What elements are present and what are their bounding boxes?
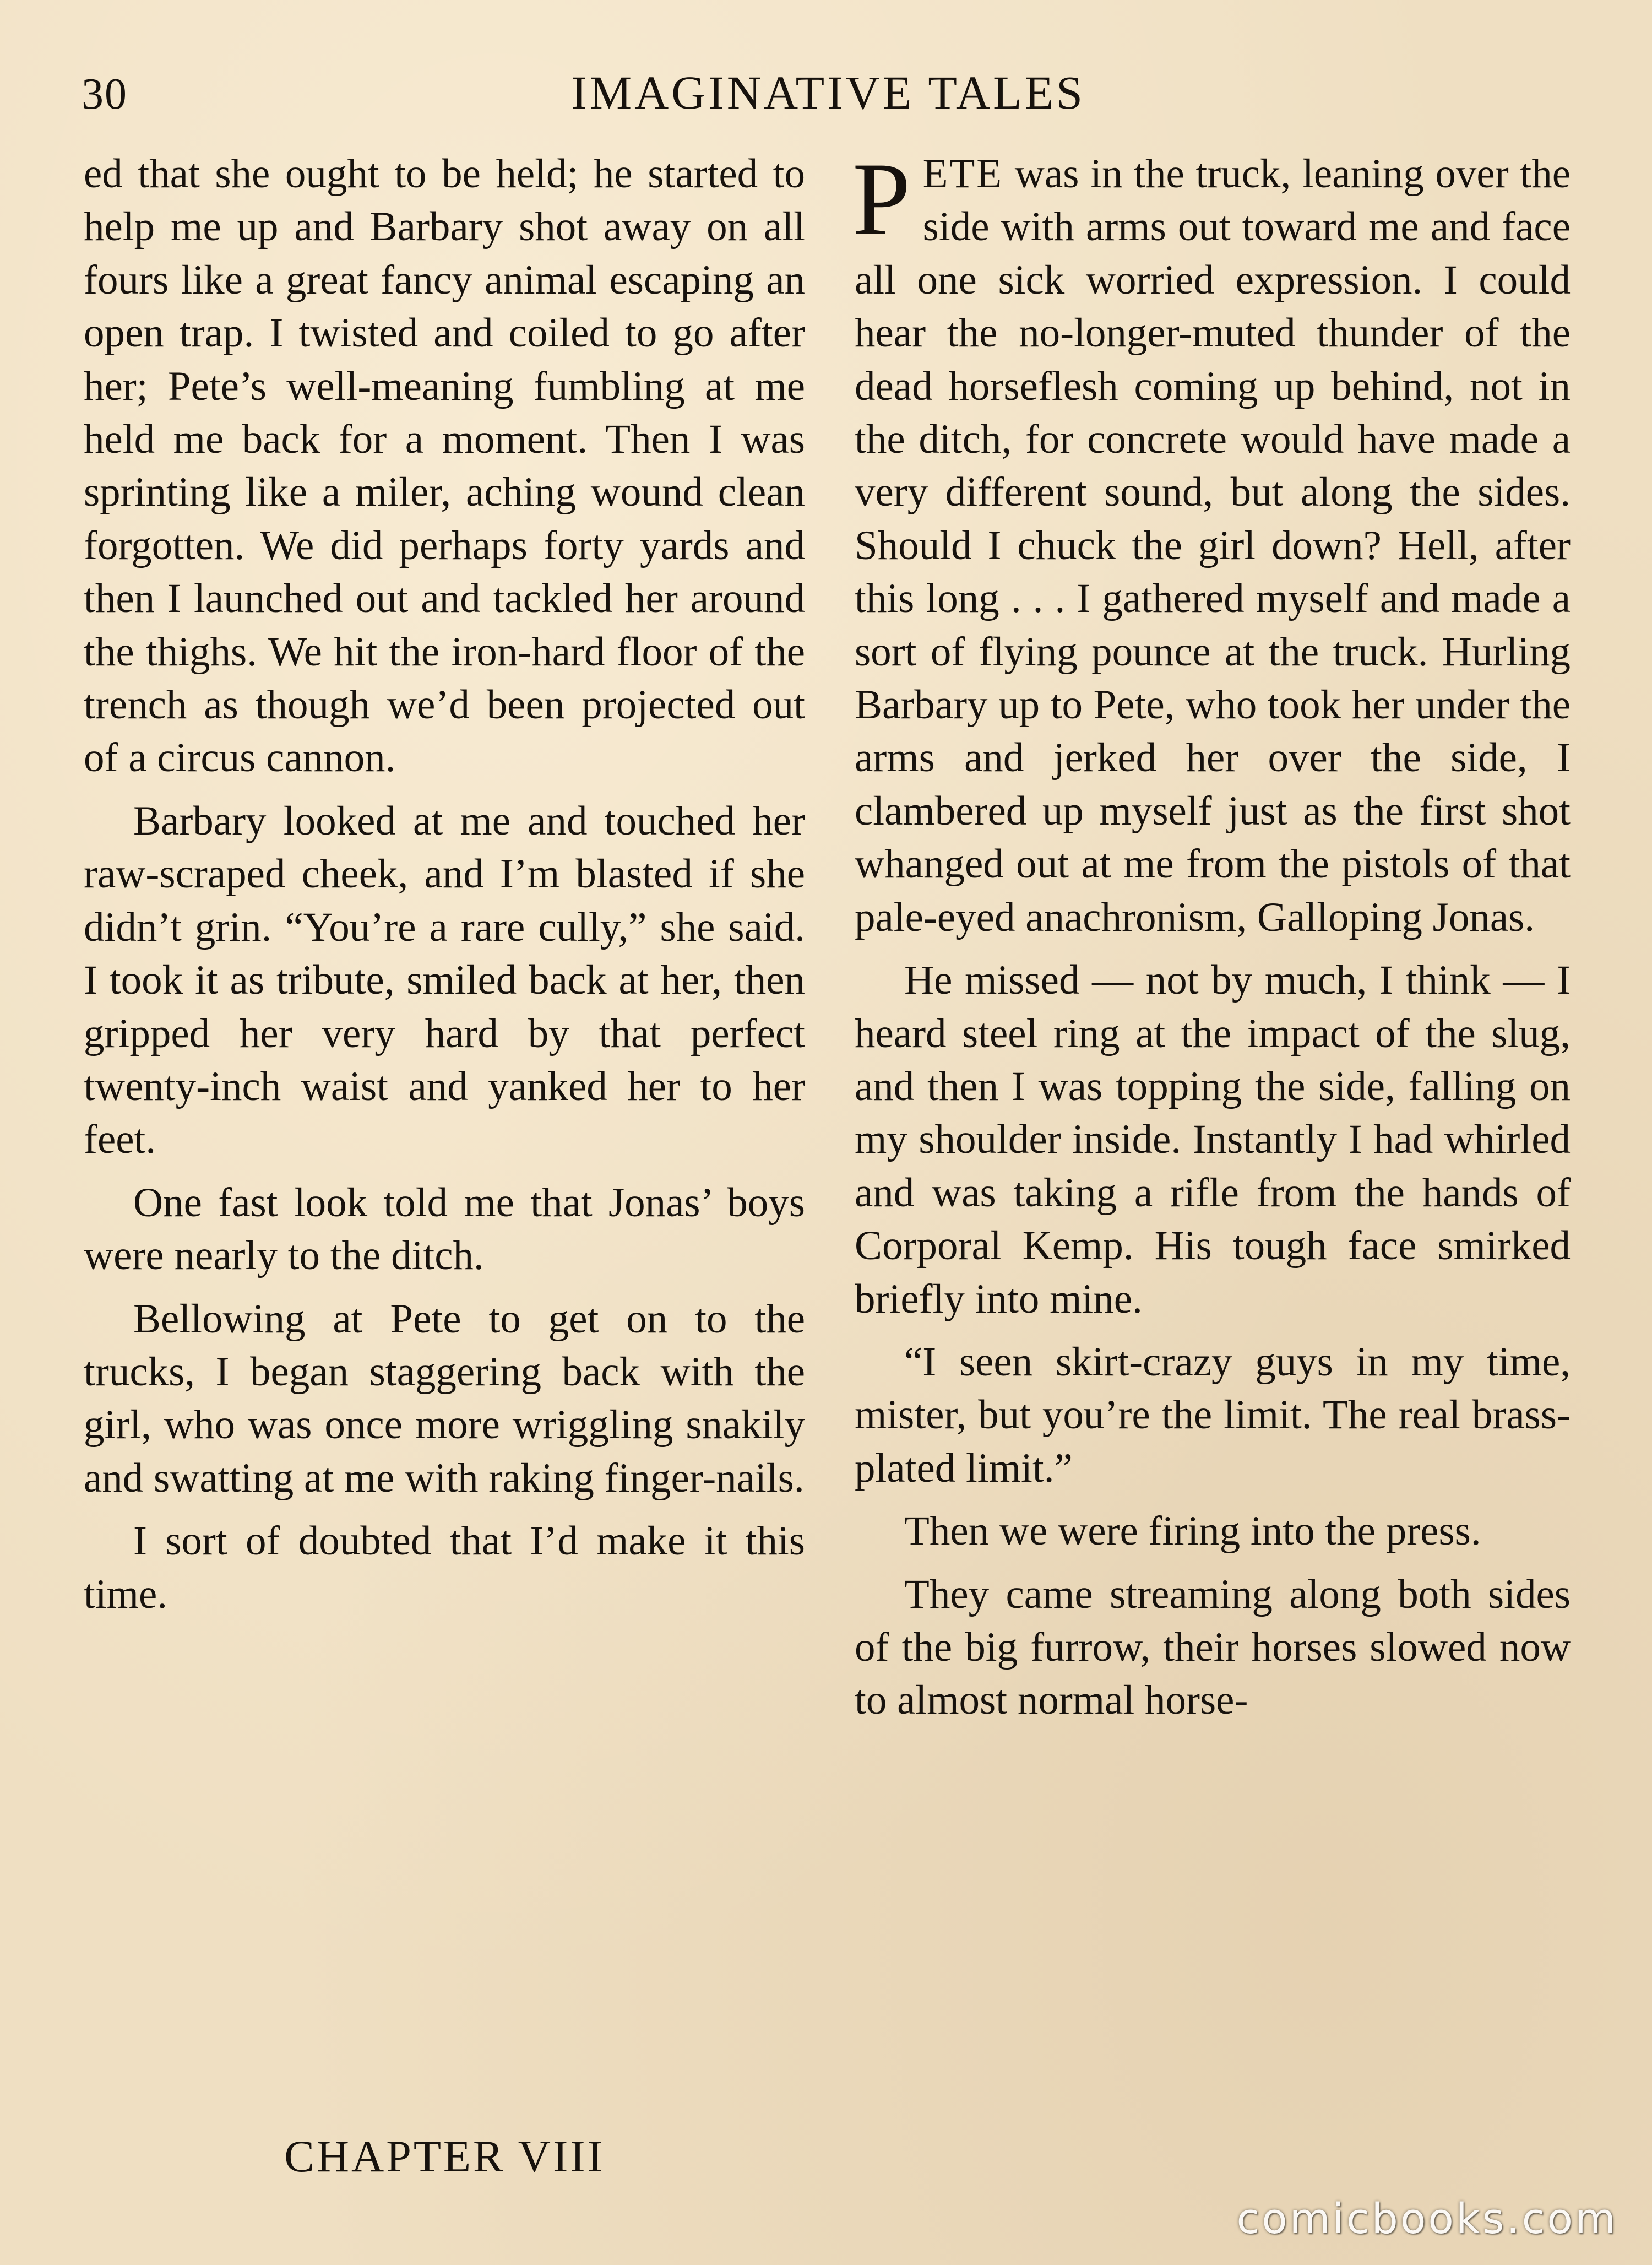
paragraph: Bellowing at Pete to get on to the trucks, I began staggering back with the girl, who was once more wriggling snakily and swatting at me with raking finger-nails.: [84, 1296, 805, 1501]
left-column: [84, 148, 805, 1631]
chapter-opening-paragraph: [852, 142, 1571, 944]
paragraph: One fast look told me that Jonas’ boys were nearly to the ditch.: [84, 1179, 805, 1279]
paragraph: I sort of doubted that I’d make it this time.: [84, 1518, 805, 1617]
page-number: 30: [81, 70, 128, 118]
drop-cap-continuation: ETE: [922, 151, 1004, 197]
watermark: comicbooks.com: [1236, 2194, 1618, 2243]
running-title: IMAGINATIVE TALES: [570, 66, 1086, 119]
paragraph: Barbary looked at me and touched her raw-scraped cheek, and I’m blasted if she didn’t grin. “You’re a rare cully,” she said. I took it as tribute, smiled back at her, then gripped her very hard by that perfect twenty-inch waist and yanked her to her feet.: [84, 798, 805, 1163]
right-column: [852, 142, 1571, 1737]
paragraph: “I seen skirt-crazy guys in my time, mister, but you’re the limit. The real brass-plated limit.”: [855, 1339, 1571, 1491]
drop-cap: P: [852, 142, 911, 257]
paragraph: They came streaming along both sides of the big furrow, their horses slowed now to almost normal horse-: [855, 1571, 1571, 1724]
page-header: [81, 65, 1575, 126]
paragraph-text: was in the truck, leaning over the side with arms out toward me and face all one sick worried expression. I could hear the no-longer-muted thunder of the dead horseflesh coming up behind, not in the ditch, for concrete would have made a very different sound, but along the sides. Should I chuck the girl down? Hell, after this long . . . I gathered myself and made a sort of flying pounce at the truck. Hurling Barbary up to Pete, who took her under the arms and jerked her over the side, I clambered up myself just as the first shot whanged out at me from the pistols of that pale-eyed anachronism, Galloping Jonas.: [855, 151, 1571, 940]
paragraph: He missed — not by much, I think — I heard steel ring at the impact of the slug, and then I was topping the side, falling on my shoulder inside. Instantly I had whirled and was taking a rifle from the hands of Corporal Kemp. His tough face smirked briefly into mine.: [855, 957, 1571, 1322]
chapter-heading: CHAPTER VIII: [284, 2131, 605, 2181]
paragraph: ed that she ought to be held; he started to help me up and Barbary shot away on all fours like a great fancy animal escaping an open trap. I twisted and coiled to go after her; Pete’s well-meaning fumbling at me held me back for a moment. Then I was sprinting like a miler, aching wound clean forgotten. We did perhaps forty yards and then I launched out and tackled her around the thighs. We hit the iron-hard floor of the trench as though we’d been projected out of a circus cannon.: [84, 151, 805, 781]
paragraph: Then we were firing into the press.: [904, 1508, 1481, 1554]
